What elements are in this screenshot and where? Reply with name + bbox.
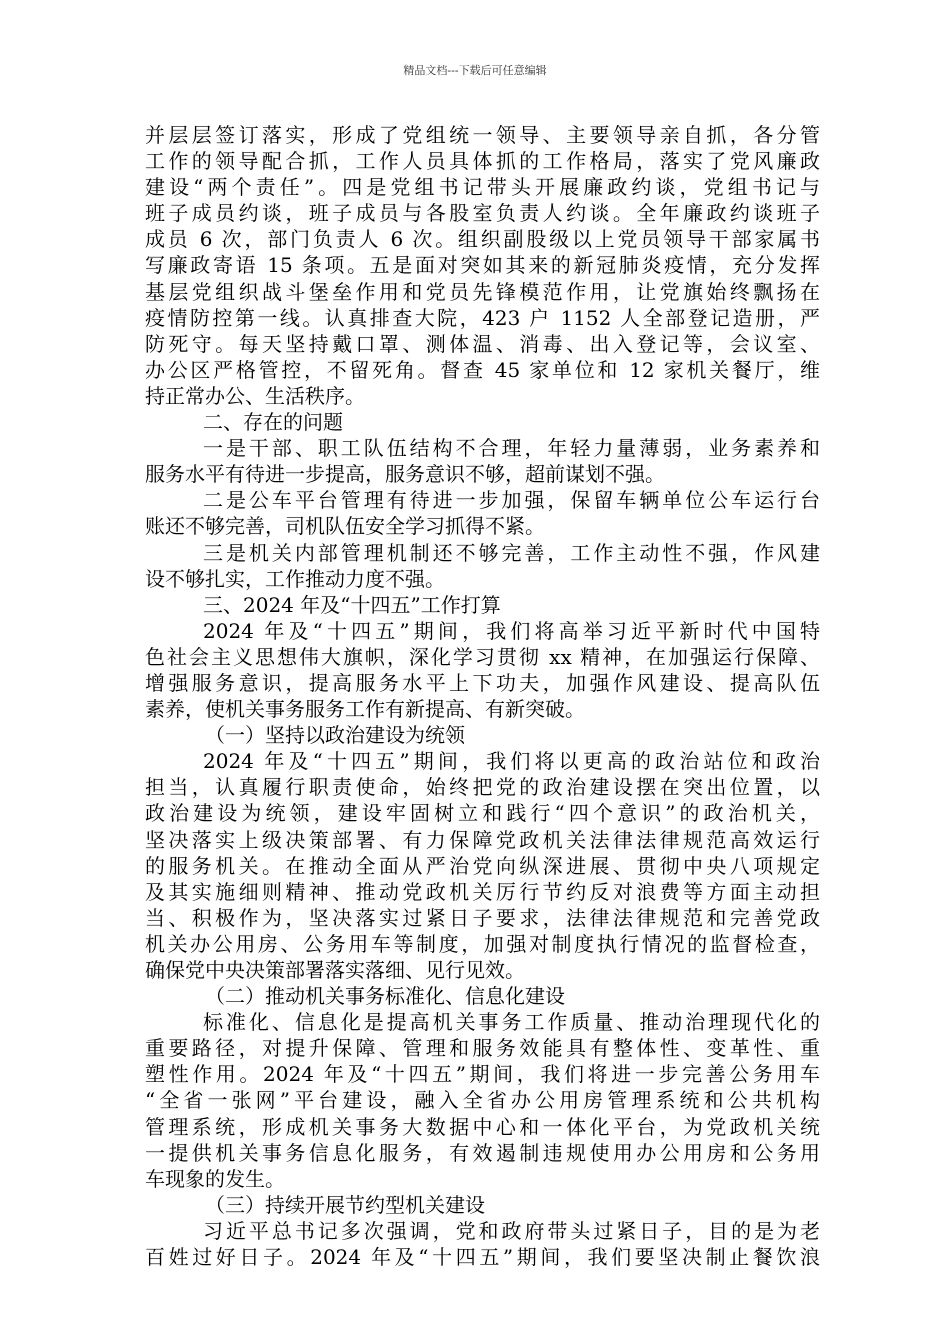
text-line: 重要路径，对提升保障、管理和服务效能具有整体性、变革性、重 <box>145 1036 820 1061</box>
text-line: 坚决落实上级决策部署、有力保障党政机关法律法律规范高效运行 <box>145 827 820 852</box>
text-line: 三是机关内部管理机制还不够完善，工作主动性不强，作风建 <box>203 540 820 565</box>
text-line: 素养，使机关事务服务工作有新提高、有新突破。 <box>145 697 585 722</box>
subsection-heading: （三）持续开展节约型机关建设 <box>205 1192 485 1217</box>
text-line: 一提供机关事务信息化服务，有效遏制违规使用办公用房和公务用 <box>145 1140 820 1165</box>
text-line: 工作的领导配合抓，工作人员具体抓的工作格局，落实了党风廉政 <box>145 149 820 174</box>
text-line: 机关办公用房、公务用车等制度，加强对制度执行情况的监督检查， <box>145 931 820 956</box>
text-line: “全省一张网”平台建设，融入全省办公用房管理系统和公共机构 <box>145 1088 820 1113</box>
text-line: 成员 6 次，部门负责人 6 次。组织副股级以上党员领导干部家属书 <box>145 227 820 252</box>
text-line: 及其实施细则精神、推动党政机关厉行节约反对浪费等方面主动担 <box>145 879 820 904</box>
text-line: 基层党组织战斗堡垒作用和党员先锋模范作用，让党旗始终飘扬在 <box>145 279 820 304</box>
text-line: 账还不够完善，司机队伍安全学习抓得不紧。 <box>145 514 545 539</box>
text-line: 疫情防控第一线。认真排查大院，423 户 1152 人全部登记造册，严 <box>145 305 820 330</box>
text-line: 写廉政寄语 15 条项。五是面对突如其来的新冠肺炎疫情，充分发挥 <box>145 253 820 278</box>
text-line: 2024 年及“十四五”期间，我们将以更高的政治站位和政治 <box>203 749 820 774</box>
text-line: 班子成员约谈，班子成员与各股室负责人约谈。全年廉政约谈班子 <box>145 201 820 226</box>
text-line: 一是干部、职工队伍结构不合理，年轻力量薄弱，业务素养和 <box>203 436 820 461</box>
subsection-heading: （二）推动机关事务标准化、信息化建设 <box>205 984 565 1009</box>
text-line: 车现象的发生。 <box>145 1166 285 1191</box>
text-line: 色社会主义思想伟大旗帜，深化学习贯彻 xx 精神，在加强运行保障、 <box>145 644 820 669</box>
text-line: 塑性作用。2024 年及“十四五”期间，我们将进一步完善公务用车 <box>145 1062 820 1087</box>
text-line: 的服务机关。在推动全面从严治党向纵深进展、贯彻中央八项规定 <box>145 853 820 878</box>
section-heading: 三、2024 年及“十四五”工作打算 <box>203 592 501 617</box>
text-line: 习近平总书记多次强调，党和政府带头过紧日子，目的是为老 <box>203 1218 820 1243</box>
text-line: 并层层签订落实，形成了党组统一领导、主要领导亲自抓，各分管 <box>145 123 820 147</box>
text-line: 担当，认真履行职责使命，始终把党的政治建设摆在突出位置，以 <box>145 775 820 800</box>
subsection-heading: （一）坚持以政治建设为统领 <box>205 723 465 748</box>
text-line: 服务水平有待进一步提高，服务意识不够，超前谋划不强。 <box>145 462 665 487</box>
text-line: 办公区严格管控，不留死角。督查 45 家单位和 12 家机关餐厅，维 <box>145 357 820 382</box>
text-line: 标准化、信息化是提高机关事务工作质量、推动治理现代化的 <box>203 1010 820 1035</box>
text-line: 政治建设为统领，建设牢固树立和践行“四个意识”的政治机关， <box>145 801 820 826</box>
text-line: 建设“两个责任”。四是党组书记带头开展廉政约谈，党组书记与 <box>145 175 820 200</box>
text-line: 2024 年及“十四五”期间，我们将高举习近平新时代中国特 <box>203 618 820 643</box>
text-line: 二是公车平台管理有待进一步加强，保留车辆单位公车运行台 <box>203 488 820 513</box>
text-line: 当、积极作为，坚决落实过紧日子要求，法律法律规范和完善党政 <box>145 905 820 930</box>
text-line: 持正常办公、生活秩序。 <box>145 383 365 408</box>
section-heading: 二、存在的问题 <box>203 410 343 435</box>
document-body <box>145 122 820 1270</box>
text-line: 设不够扎实，工作推动力度不强。 <box>145 566 445 591</box>
text-line: 防死守。每天坚持戴口罩、测体温、消毒、出入登记等，会议室、 <box>145 331 820 356</box>
text-line: 确保党中央决策部署落实落细、见行见效。 <box>145 958 525 982</box>
page-header: 精品文档---下载后可任意编辑 <box>403 64 547 77</box>
text-line: 百姓过好日子。2024 年及“十四五”期间，我们要坚决制止餐饮浪 <box>145 1245 820 1270</box>
text-line: 增强服务意识，提高服务水平上下功夫，加强作风建设、提高队伍 <box>145 670 820 695</box>
text-line: 管理系统，形成机关事务大数据中心和一体化平台，为党政机关统 <box>145 1114 820 1139</box>
